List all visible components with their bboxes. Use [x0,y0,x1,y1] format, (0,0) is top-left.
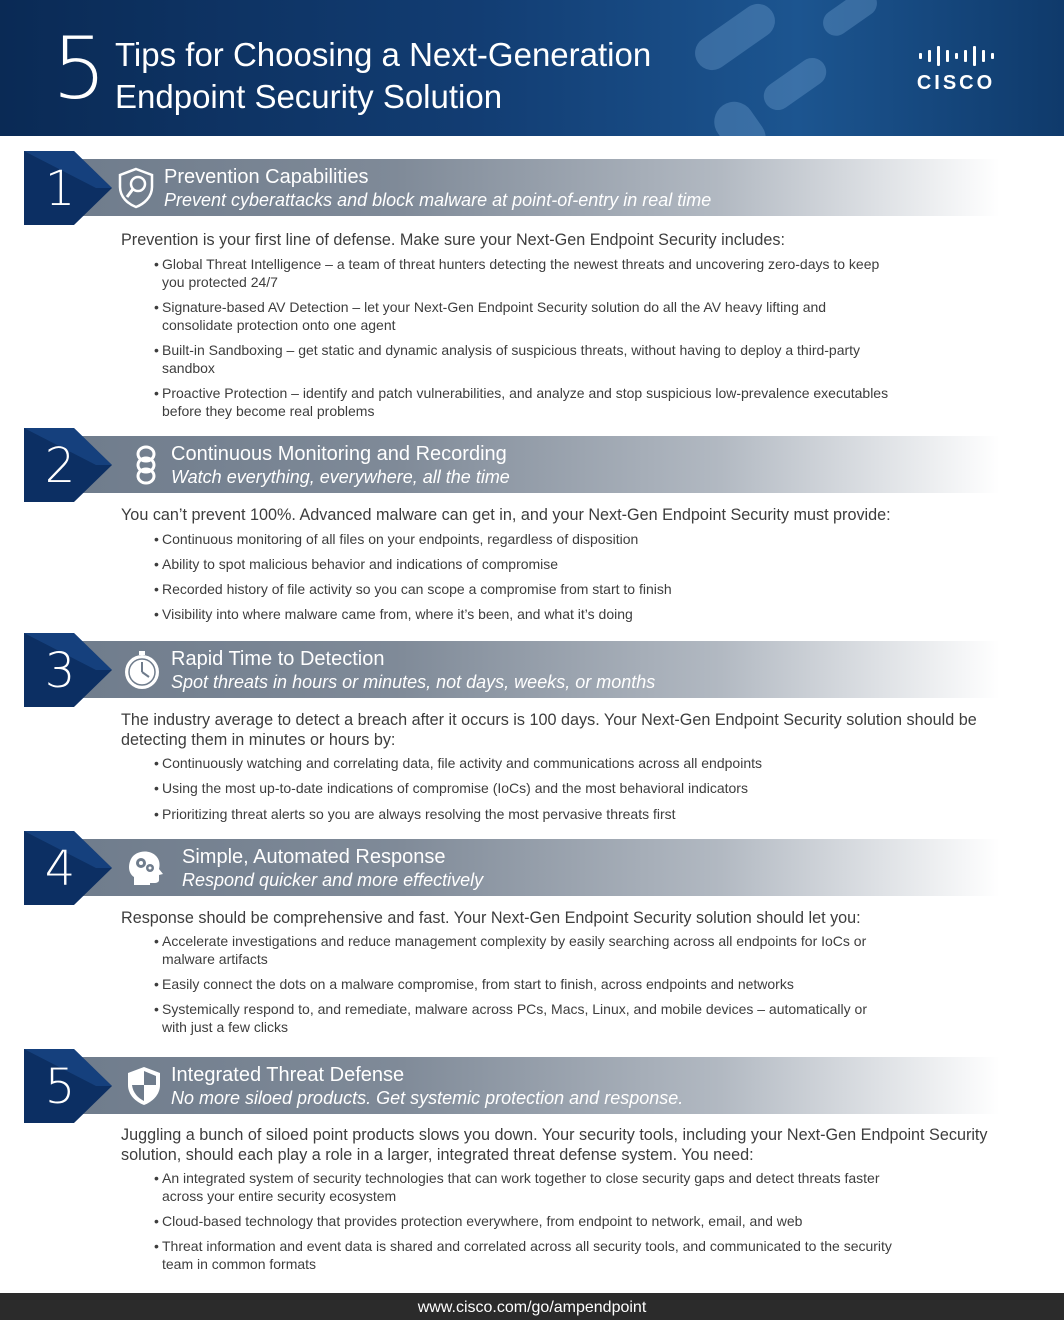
list-item: • Cloud-based technology that provides protection everywhere, from endpoint to network, email, and web [154,1212,894,1230]
page-footer [0,1293,1064,1320]
stopwatch-icon [122,649,162,691]
section-number: 5 [44,1059,76,1115]
list-item: • Prioritizing threat alerts so you are always resolving the most pervasive threats first [154,805,894,823]
section-intro: You can’t prevent 100%. Advanced malware can get in, and your Next-Gen Endpoint Security must provide: [121,506,891,524]
list-item: • Accelerate investigations and reduce management complexity by easily searching across all endpoints for IoCs or malware artifacts [154,932,894,968]
list-item: • Signature-based AV Detection – let your Next-Gen Endpoint Security solution do all the AV heavy lifting and consolidate protection onto one agent [154,298,894,334]
page-title [115,34,651,118]
footer-url-link[interactable]: www.cisco.com/go/ampendpoint [417,1299,647,1316]
cisco-wordmark: CISCO [916,72,996,94]
bullet-list [154,1169,894,1273]
bullet-list [154,932,894,1036]
list-item: • Systemically respond to, and remediate, malware across PCs, Macs, Linux, and mobile devices – automatically or with just a few clicks [154,1000,894,1036]
section-number: 1 [44,161,76,217]
list-item: • Continuous monitoring of all files on your endpoints, regardless of disposition [154,530,894,548]
list-item: • Global Threat Intelligence – a team of threat hunters detecting the newest threats and uncovering zero-days to keep you protected 24/7 [154,255,894,291]
section-intro: Prevention is your first line of defense. Make sure your Next-Gen Endpoint Security includes: [121,231,786,249]
head-gears-icon [126,847,166,889]
header-decoration [818,0,882,41]
header-decoration [758,52,831,115]
cisco-logo [906,46,1006,98]
section-title: Simple, Automated Response [182,846,446,868]
list-item: • Built-in Sandboxing – get static and dynamic analysis of suspicious threats, without having to deploy a third-party sandbox [154,341,894,377]
page-header [0,0,1064,136]
section-number: 2 [44,438,76,494]
list-item: • Ability to spot malicious behavior and indications of compromise [154,555,894,573]
page-title-line2: Endpoint Security Solution [115,78,503,115]
shield-icon [124,1065,164,1107]
section-intro: Juggling a bunch of siloed point products slows you down. Your security tools, including your Next-Gen Endpoint Security solution, should each play a role in a larger, integrated threat defense system. You need: [121,1126,988,1164]
section-title: Continuous Monitoring and Recording [171,443,507,465]
list-item: • Easily connect the dots on a malware compromise, from start to finish, across endpoints and networks [154,975,894,993]
section-subtitle: No more siloed products. Get systemic protection and response. [171,1088,684,1108]
section-title: Rapid Time to Detection [171,648,385,670]
bullet-list [154,754,894,823]
section-subtitle: Respond quicker and more effectively [182,870,484,890]
list-item: • Using the most up-to-date indications of compromise (IoCs) and the most behavioral indicators [154,779,894,797]
list-item: • Visibility into where malware came from, where it’s been, and what it’s doing [154,605,894,623]
page-title-line1: Tips for Choosing a Next-Generation [115,36,652,73]
bullet-list [154,255,894,420]
section-subtitle: Prevent cyberattacks and block malware at point-of-entry in real time [164,190,712,210]
section-subtitle: Spot threats in hours or minutes, not days, weeks, or months [171,672,656,692]
section-subtitle: Watch everything, everywhere, all the time [171,467,510,487]
section-number: 4 [44,841,76,897]
list-item: • Proactive Protection – identify and patch vulnerabilities, and analyze and stop suspicious low-prevalence executables before they become real problems [154,384,894,420]
header-decoration [688,0,781,77]
bullet-list [154,530,894,623]
list-item: • An integrated system of security technologies that can work together to close security gaps and detect threats faster across your entire security ecosystem [154,1169,894,1205]
list-item: • Threat information and event data is shared and correlated across all security tools, and communicated to the security team in common formats [154,1237,894,1273]
header-number: 5 [52,19,107,119]
shield-magnifier-icon [116,167,156,209]
list-item: • Recorded history of file activity so you can scope a compromise from start to finish [154,580,894,598]
section-intro: Response should be comprehensive and fast. Your Next-Gen Endpoint Security solution should let you: [121,909,861,927]
section-intro: The industry average to detect a breach after it occurs is 100 days. Your Next-Gen Endpoint Security solution should be detecting them in minutes or hours by: [121,711,977,749]
list-item: • Continuously watching and correlating data, file activity and communications across all endpoints [154,754,894,772]
cisco-bars-icon [906,46,1006,66]
section-number: 3 [44,643,76,699]
section-title: Integrated Threat Defense [171,1064,405,1086]
chain-link-icon [126,444,166,486]
section-title: Prevention Capabilities [164,166,369,188]
